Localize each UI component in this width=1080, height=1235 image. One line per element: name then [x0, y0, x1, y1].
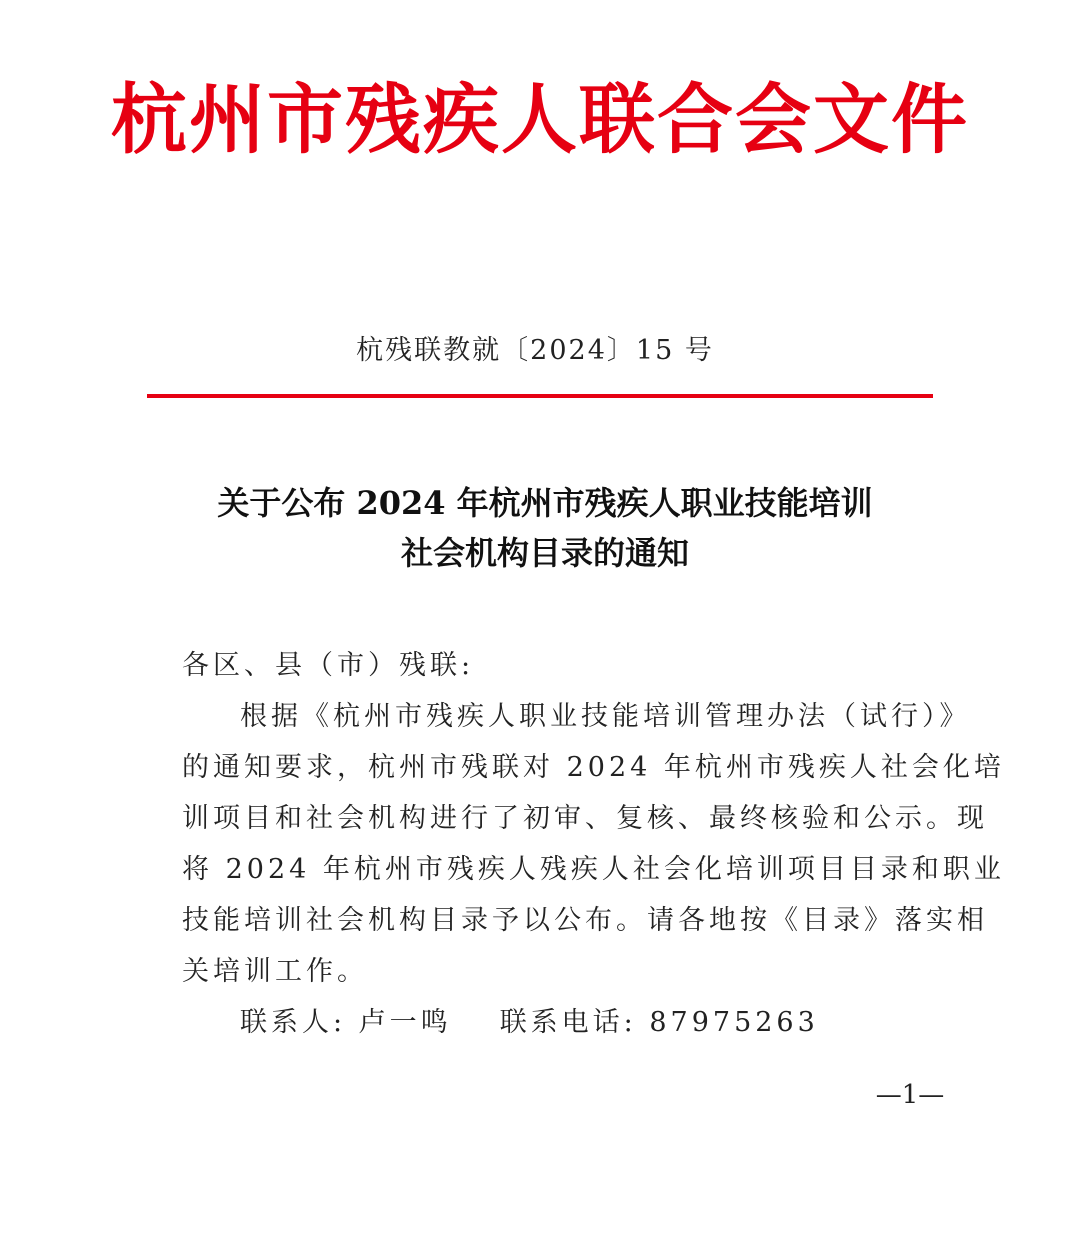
notice-body: [182, 640, 1005, 1048]
notice-title-line-1: 关于公布 2024 年杭州市残疾人职业技能培训: [217, 484, 873, 522]
paragraph-line: 技能培训社会机构目录予以公布。请各地按《目录》落实相: [182, 905, 988, 936]
paragraph-line: 根据《杭州市残疾人职业技能培训管理办法（试行）》: [240, 701, 971, 732]
org-header-title: 杭州市残疾人联合会文件: [111, 75, 969, 164]
contact-person: 联系人: 卢一鸣: [240, 1007, 452, 1038]
contact-phone: 联系电话: 87975263: [499, 1007, 819, 1038]
paragraph-line: 的通知要求，杭州市残联对 2024 年杭州市残疾人社会化培: [182, 752, 1005, 783]
contact-line: [182, 997, 927, 1048]
paragraph-line: 关培训工作。: [182, 956, 368, 987]
notice-title: [0, 478, 1080, 578]
paragraph-line: 将 2024 年杭州市残疾人残疾人社会化培训项目目录和职业: [182, 854, 1005, 885]
red-divider-line: [147, 394, 933, 398]
salutation: 各区、县（市）残联:: [182, 650, 475, 681]
notice-title-line-2: 社会机构目录的通知: [400, 534, 689, 572]
page-number: —1—: [875, 1080, 945, 1110]
paragraph-line: 训项目和社会机构进行了初审、复核、最终核验和公示。现: [182, 803, 988, 834]
document-number: 杭残联教就〔2024〕15 号: [356, 335, 714, 366]
